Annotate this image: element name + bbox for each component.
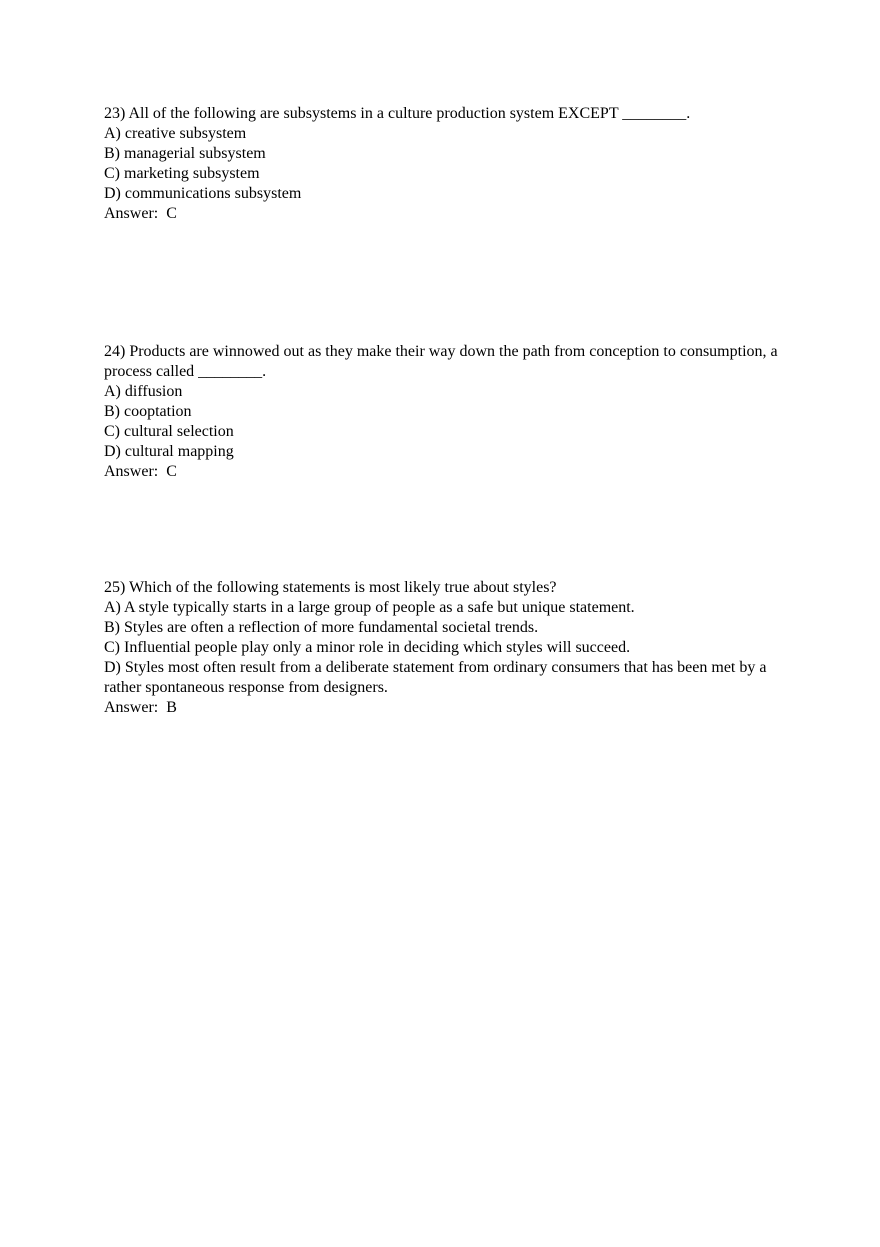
answer: Answer: C: [104, 205, 177, 222]
question-stem: 23) All of the following are subsystems in a culture production system EXCEPT ________.: [104, 105, 691, 122]
question-stem: 24) Products are winnowed out as they make their way down the path from conception to consumption, a process called ________.: [104, 343, 782, 380]
option-a: A) diffusion: [104, 383, 183, 400]
option-b: B) managerial subsystem: [104, 145, 266, 162]
option-d: D) communications subsystem: [104, 185, 302, 202]
option-d: D) cultural mapping: [104, 443, 234, 460]
option-b: B) Styles are often a reflection of more fundamental societal trends.: [104, 619, 539, 636]
question-25: [104, 578, 784, 718]
answer: Answer: C: [104, 463, 177, 480]
option-c: C) marketing subsystem: [104, 165, 260, 182]
option-b: B) cooptation: [104, 403, 192, 420]
option-c: C) Influential people play only a minor role in deciding which styles will succeed.: [104, 639, 631, 656]
option-a: A) A style typically starts in a large group of people as a safe but unique statement.: [104, 599, 635, 616]
option-d: D) Styles most often result from a deliberate statement from ordinary consumers that has been met by a rather spontaneous response from designers.: [104, 659, 771, 696]
question-stem: 25) Which of the following statements is most likely true about styles?: [104, 579, 557, 596]
option-a: A) creative subsystem: [104, 125, 247, 142]
question-24: [104, 342, 784, 482]
question-23: [104, 104, 784, 224]
answer: Answer: B: [104, 699, 177, 716]
option-c: C) cultural selection: [104, 423, 234, 440]
